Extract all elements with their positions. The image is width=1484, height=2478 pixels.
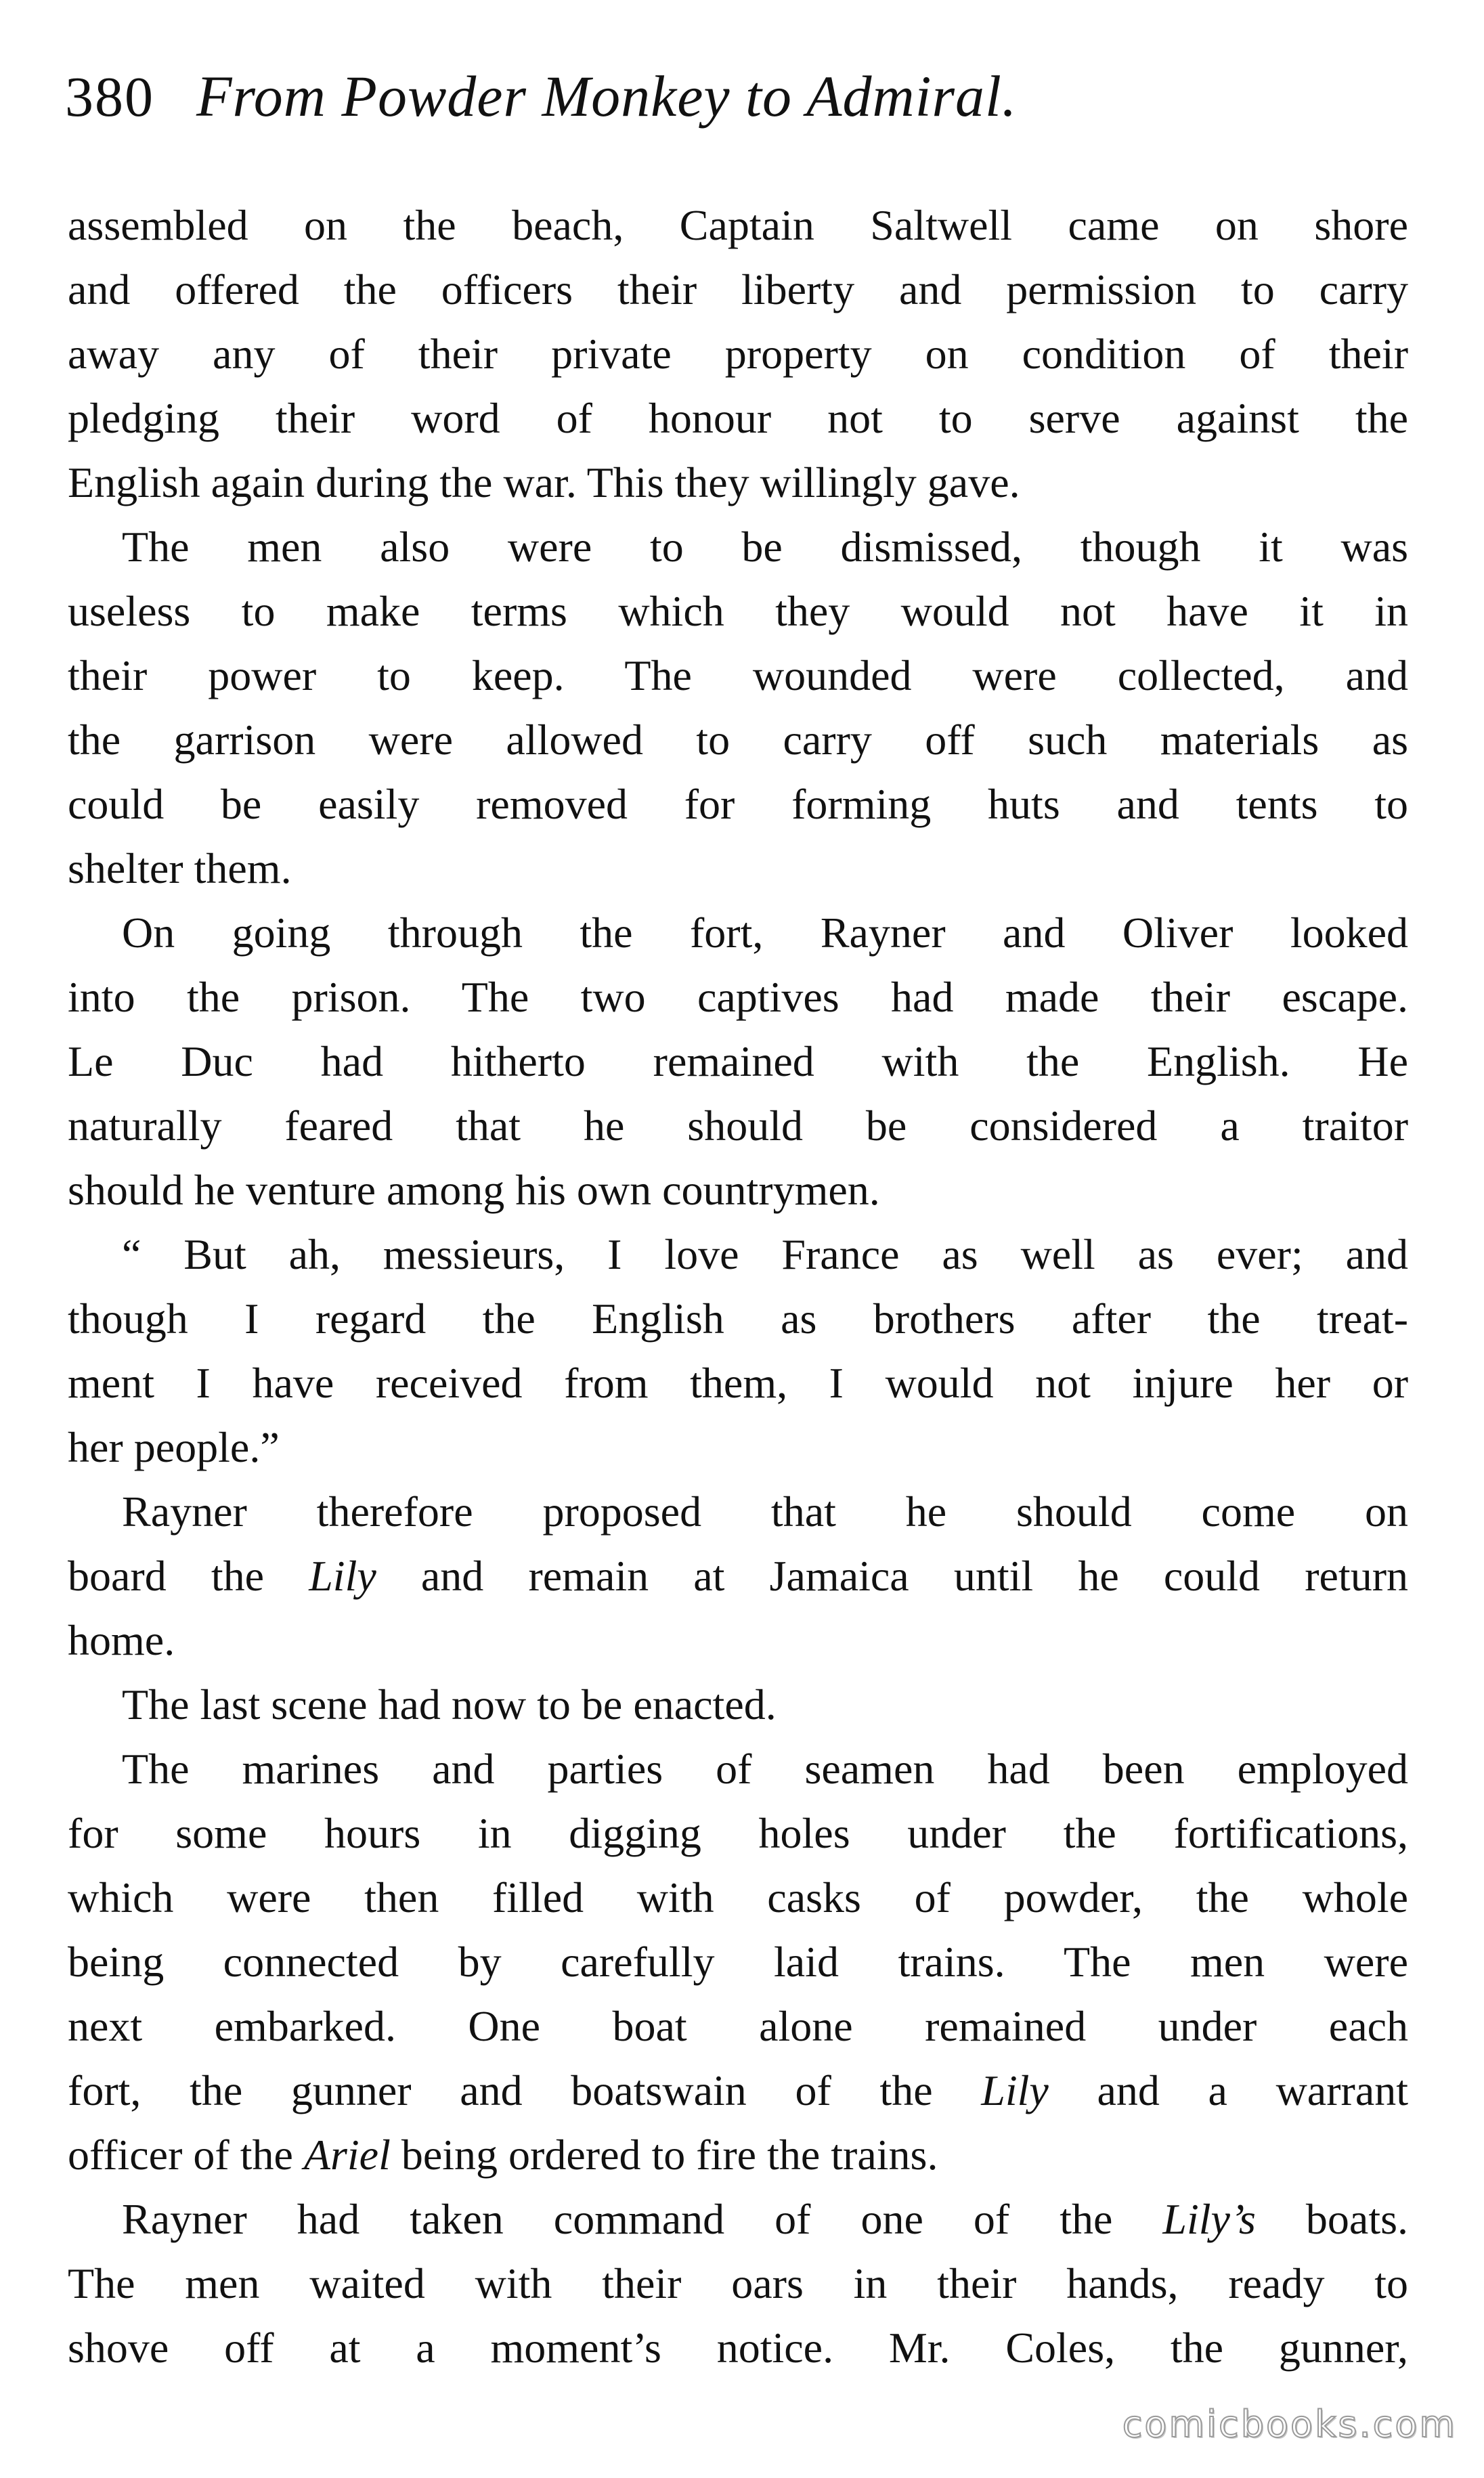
- text-line: should he venture among his own countrymen.: [68, 1166, 880, 1214]
- text-line: shove off at a moment’s notice. Mr. Coles, the gunner,: [68, 2324, 1408, 2372]
- running-title: From Powder Monkey to Admiral.: [196, 64, 1018, 129]
- watermark: comicbooks.com: [1122, 2403, 1457, 2446]
- ship-name: Lily: [981, 2066, 1049, 2114]
- ship-name: Lily: [309, 1552, 376, 1600]
- text-line: their power to keep. The wounded were collected, and: [68, 651, 1408, 699]
- text-line: On going through the fort, Rayner and Oliver looked: [122, 909, 1408, 957]
- text-line: Rayner therefore proposed that he should come on: [122, 1487, 1408, 1536]
- body-text: [68, 193, 1408, 2380]
- text-line: English again during the war. This they willingly gave.: [68, 458, 1020, 506]
- text-line: [68, 2187, 1408, 2251]
- text-line: [68, 2058, 1408, 2123]
- text-segment: boats.: [1255, 2195, 1408, 2243]
- page-number: 380: [65, 66, 154, 129]
- text-segment: officer of the: [68, 2131, 304, 2179]
- text-line: away any of their private property on condition of their: [68, 330, 1408, 378]
- text-line: for some hours in digging holes under the fortifications,: [68, 1809, 1408, 1857]
- text-segment: and remain at Jamaica until he could return: [376, 1552, 1408, 1600]
- text-segment: board the: [68, 1552, 309, 1600]
- text-segment: and a warrant: [1048, 2066, 1408, 2114]
- text-line: next embarked. One boat alone remained under each: [68, 2002, 1408, 2050]
- text-line: assembled on the beach, Captain Saltwell came on shore: [68, 201, 1408, 249]
- text-line: the garrison were allowed to carry off such materials as: [68, 716, 1408, 764]
- text-line: pledging their word of honour not to serve against the: [68, 394, 1408, 442]
- text-line: [68, 1544, 1408, 1608]
- text-line: The men also were to be dismissed, though it was: [122, 523, 1408, 571]
- text-line: The marines and parties of seamen had been employed: [122, 1745, 1408, 1793]
- text-line: and offered the officers their liberty and permission to carry: [68, 265, 1408, 313]
- text-segment: fort, the gunner and boatswain of the: [68, 2066, 982, 2114]
- text-line: though I regard the English as brothers after the treat-: [68, 1295, 1408, 1343]
- text-line: being connected by carefully laid trains. The men were: [68, 1938, 1408, 1986]
- text-line: The men waited with their oars in their hands, ready to: [68, 2259, 1408, 2307]
- text-segment: Rayner had taken command of one of the: [122, 2195, 1163, 2243]
- ship-name: Lily’s: [1162, 2195, 1256, 2243]
- text-line: which were then filled with casks of powder, the whole: [68, 1873, 1408, 1921]
- text-line: naturally feared that he should be considered a traitor: [68, 1102, 1408, 1150]
- text-line: useless to make terms which they would not have it in: [68, 587, 1408, 635]
- text-line: shelter them.: [68, 844, 292, 892]
- text-line: her people.”: [68, 1423, 280, 1471]
- text-line: into the prison. The two captives had made their escape.: [68, 973, 1408, 1021]
- ship-name: Ariel: [303, 2131, 391, 2179]
- text-line: ment I have received from them, I would not injure her or: [68, 1359, 1408, 1407]
- text-line: home.: [68, 1616, 175, 1664]
- text-line: Le Duc had hitherto remained with the English. He: [68, 1037, 1408, 1085]
- text-line: could be easily removed for forming huts and tents to: [68, 780, 1408, 828]
- text-line: “ But ah, messieurs, I love France as well as ever; and: [122, 1230, 1408, 1278]
- text-line: The last scene had now to be enacted.: [122, 1680, 777, 1729]
- text-segment: being ordered to fire the trains.: [390, 2131, 938, 2179]
- text-line: [68, 2123, 1408, 2187]
- page-header: [65, 62, 1412, 150]
